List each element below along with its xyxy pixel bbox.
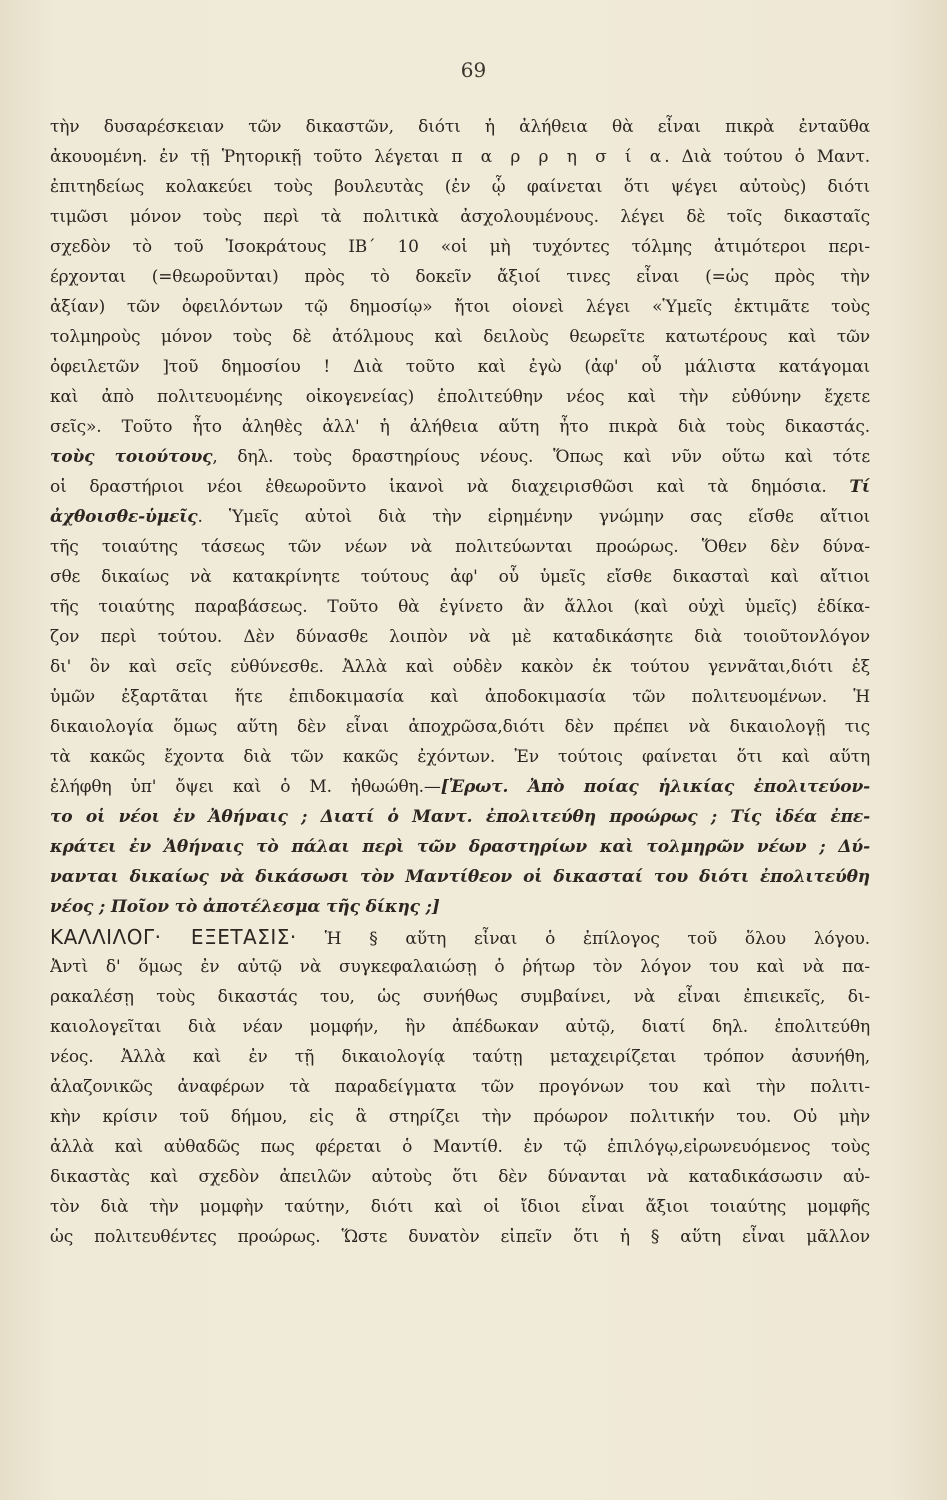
text-line [50, 1222, 870, 1252]
text-segment: ἀκουομένη. ἐν τῇ Ῥητορικῇ τοῦτο λέγεται [50, 147, 452, 167]
text-line [50, 1072, 870, 1102]
text-line [50, 1192, 870, 1222]
text-segment: , δηλ. τοὺς δραστηρίους νέους. Ὅπως καὶ νῦν οὕτω καὶ τότε [212, 447, 870, 467]
text-segment: . Διὰ τούτου ὁ Μαντ. [664, 147, 870, 167]
text-line [50, 1132, 870, 1162]
text-line [50, 232, 870, 262]
text-segment: έρχονται (=θεωροῦνται) πρὸς τὸ δοκεῖν ἄξιοί τινες εἶναι (=ὡς πρὸς τὴν [50, 267, 870, 287]
text-segment: π α ρ ρ η σ ί α [451, 147, 665, 167]
text-line [50, 292, 870, 322]
text-segment: Ἀντὶ δ' ὅμως ἐν αὐτῷ νὰ συγκεφαλαιώσῃ ὁ ῥήτωρ τὸν λόγον του καὶ νὰ πα- [50, 957, 870, 977]
text-line [50, 1042, 870, 1072]
text-line [50, 112, 870, 142]
text-segment: σθε δικαίως νὰ κατακρίνητε τούτους ἀφ' οὗ ὑμεῖς εἴσθε δικασταὶ καὶ αἴτιοι [50, 567, 870, 587]
question-text: νέος ; Ποῖον τὸ ἀποτέλεσμα τῆς δίκης ;] [50, 897, 440, 917]
text-segment: οἱ δραστήριοι νέοι ἐθεωροῦντο ἱκανοὶ νὰ διαχειρισθῶσι καὶ τὰ δημόσια. [50, 477, 850, 497]
text-line [50, 562, 870, 592]
text-segment: τῆς τοιαύτης παραβάσεως. Τοῦτο θὰ ἐγίνετο ἂν ἄλλοι (καὶ οὐχὶ ὑμεῖς) ἐδίκα- [50, 597, 870, 617]
text-line [50, 262, 870, 292]
question-text: νανται δικαίως νὰ δικάσωσι τὸν Μαντίθεον οἱ δικασταί του διότι ἐπολιτεύθη [50, 867, 870, 887]
text-line [50, 772, 870, 802]
question-text: κράτει ἐν Ἀθήναις τὸ πάλαι περὶ τῶν δραστηρίων καὶ τολμηρῶν νέων ; Δύ- [50, 837, 870, 857]
text-line [50, 1102, 870, 1132]
text-line [50, 652, 870, 682]
text-line [50, 742, 870, 772]
text-line [50, 322, 870, 352]
text-segment: ρακαλέσῃ τοὺς δικαστάς του, ὡς συνήθως συμβαίνει, νὰ εἶναι ἐπιεικεῖς, δι- [50, 987, 870, 1007]
text-line [50, 1162, 870, 1192]
text-segment: σχεδὸν τὸ τοῦ Ἰσοκράτους ΙΒ΄ 10 «οἱ μὴ τυχόντες τόλμης ἀτιμότεροι περι- [50, 237, 870, 257]
text-line [50, 442, 870, 472]
text-segment: τολμηροὺς μόνον τοὺς δὲ ἀτόλμους καὶ δειλοὺς θεωρεῖτε κατωτέρους καὶ τῶν [50, 327, 870, 347]
text-line [50, 592, 870, 622]
text-line [50, 982, 870, 1012]
text-line [50, 952, 870, 982]
question-text: [Ἐρωτ. Ἀπὸ ποίας ἡλικίας ἐπολιτεύον- [440, 777, 870, 797]
text-segment: δικαστὰς καὶ σχεδὸν ἀπειλῶν αὐτοὺς ὅτι δὲν δύνανται νὰ καταδικάσωσιν αὐ- [50, 1167, 870, 1187]
text-segment: τοὺς τοιούτους [50, 447, 213, 467]
text-line [50, 172, 870, 202]
text-segment: ἐλήφθη ὑπ' ὄψει καὶ ὁ Μ. ἠθωώθη.— [50, 777, 441, 797]
text-line [50, 502, 870, 532]
text-line [50, 202, 870, 232]
text-line [50, 922, 870, 952]
text-line [50, 712, 870, 742]
text-segment: καιολογεῖται διὰ νέαν μομφήν, ἣν ἀπέδωκαν αὐτῷ, διατί δηλ. ἐπολιτεύθη [50, 1017, 870, 1037]
text-line [50, 862, 870, 892]
page-number: 69 [460, 58, 487, 82]
text-line [50, 472, 870, 502]
text-line [50, 352, 870, 382]
text-segment: τὰ κακῶς ἔχοντα διὰ τῶν κακῶς ἐχόντων. Ἐν τούτοις φαίνεται ὅτι καὶ αὕτη [50, 747, 870, 767]
text-line [50, 412, 870, 442]
text-segment: ὑμῶν ἐξαρτᾶται ἥτε ἐπιδοκιμασία καὶ ἀποδοκιμασία τῶν πολιτευομένων. Ἡ [50, 687, 870, 707]
text-segment: τὸν διὰ τὴν μομφὴν ταύτην, διότι καὶ οἱ ἴδιοι εἶναι ἄξιοι τοιαύτης μομφῆς [50, 1197, 870, 1217]
text-line [50, 682, 870, 712]
text-line [50, 892, 870, 922]
text-line [50, 382, 870, 412]
text-segment: ζον περὶ τούτου. Δὲν δύνασθε λοιπὸν νὰ μὲ καταδικάσητε διὰ τοιοῦτονλόγον [50, 627, 870, 647]
text-segment: Ἡ § αὕτη εἶναι ὁ ἐπίλογος τοῦ ὅλου λόγου. [296, 929, 870, 949]
body-text [50, 112, 870, 1252]
text-line [50, 622, 870, 652]
text-segment: ἀλαζονικῶς ἀναφέρων τὰ παραδείγματα τῶν προγόνων του καὶ τὴν πολιτι- [50, 1077, 870, 1097]
text-line [50, 532, 870, 562]
text-line [50, 802, 870, 832]
text-segment: δικαιολογία ὅμως αὕτη δὲν εἶναι ἀποχρῶσα,διότι δὲν πρέπει νὰ δικαιολογῇ τις [50, 717, 870, 737]
text-segment: τιμῶσι μόνον τοὺς περὶ τὰ πολιτικὰ ἀσχολουμένους. λέγει δὲ τοῖς δικασταῖς [50, 207, 870, 227]
text-segment: νέος. Ἀλλὰ καὶ ἐν τῇ δικαιολογίᾳ ταύτῃ μεταχειρίζεται τρόπον ἀσυνήθη, [50, 1047, 870, 1067]
text-segment: ὡς πολιτευθέντες προώρως. Ὥστε δυνατὸν εἰπεῖν ὅτι ἡ § αὕτη εἶναι μᾶλλον [50, 1227, 870, 1247]
text-line [50, 1012, 870, 1042]
text-segment: κὴν κρίσιν τοῦ δήμου, εἰς ἃ στηρίζει τὴν πρόωρον πολιτικήν του. Οὐ μὴν [50, 1107, 870, 1127]
text-segment: ὀφειλετῶν ]τοῦ δημοσίου ! Διὰ τοῦτο καὶ ἐγὼ (ἀφ' οὗ μάλιστα κατάγομαι [50, 357, 870, 377]
text-segment: σεῖς». Τοῦτο ἦτο ἀληθὲς ἀλλ' ἡ ἀλήθεια αὕτη ἦτο πικρὰ διὰ τοὺς δικαστάς. [50, 417, 870, 437]
text-segment: ἀξίαν) τῶν ὀφειλόντων τῷ δημοσίῳ» ἤτοι οἱονεὶ λέγει «Ὑμεῖς ἐκτιμᾶτε τοὺς [50, 297, 870, 317]
text-segment: τὴν δυσαρέσκειαν τῶν δικαστῶν, διότι ἡ ἀλήθεια θὰ εἶναι πικρὰ ἐνταῦθα [50, 117, 870, 137]
section-heading: ΚΑΛΛΙΛΟΓ· ΕΞΕΤΑΣΙΣ· [50, 925, 297, 949]
text-segment: ἀχθοισθε-ὑμεῖς [50, 507, 198, 527]
text-line [50, 142, 870, 172]
text-line [50, 832, 870, 862]
text-segment: . Ὑμεῖς αὐτοὶ διὰ τὴν εἰρημένην γνώμην σας εἴσθε αἴτιοι [197, 507, 870, 527]
text-segment: ἀλλὰ καὶ αὐθαδῶς πως φέρεται ὁ Μαντίθ. ἐν τῷ ἐπιλόγῳ,εἰρωνευόμενος τοὺς [50, 1137, 870, 1157]
text-segment: τῆς τοιαύτης τάσεως τῶν νέων νὰ πολιτεύωνται προώρως. Ὅθεν δὲν δύνα- [50, 537, 870, 557]
question-text: το οἱ νέοι ἐν Ἀθήναις ; Διατί ὁ Μαντ. ἐπολιτεύθη προώρως ; Τίς ἰδέα ἐπε- [50, 807, 870, 827]
text-segment: ἐπιτηδείως κολακεύει τοὺς βουλευτὰς (ἐν ᾧ φαίνεται ὅτι ψέγει αὐτοὺς) διότι [50, 177, 870, 197]
text-segment: Τί [849, 477, 870, 497]
text-segment: δι' ὃν καὶ σεῖς εὐθύνεσθε. Ἀλλὰ καὶ οὐδὲν κακὸν ἐκ τούτου γεννᾶται,διότι ἐξ [50, 657, 870, 677]
text-segment: καὶ ἀπὸ πολιτευομένης οἰκογενείας) ἐπολιτεύθην νέος καὶ τὴν εὐθύνην ἔχετε [50, 387, 870, 407]
